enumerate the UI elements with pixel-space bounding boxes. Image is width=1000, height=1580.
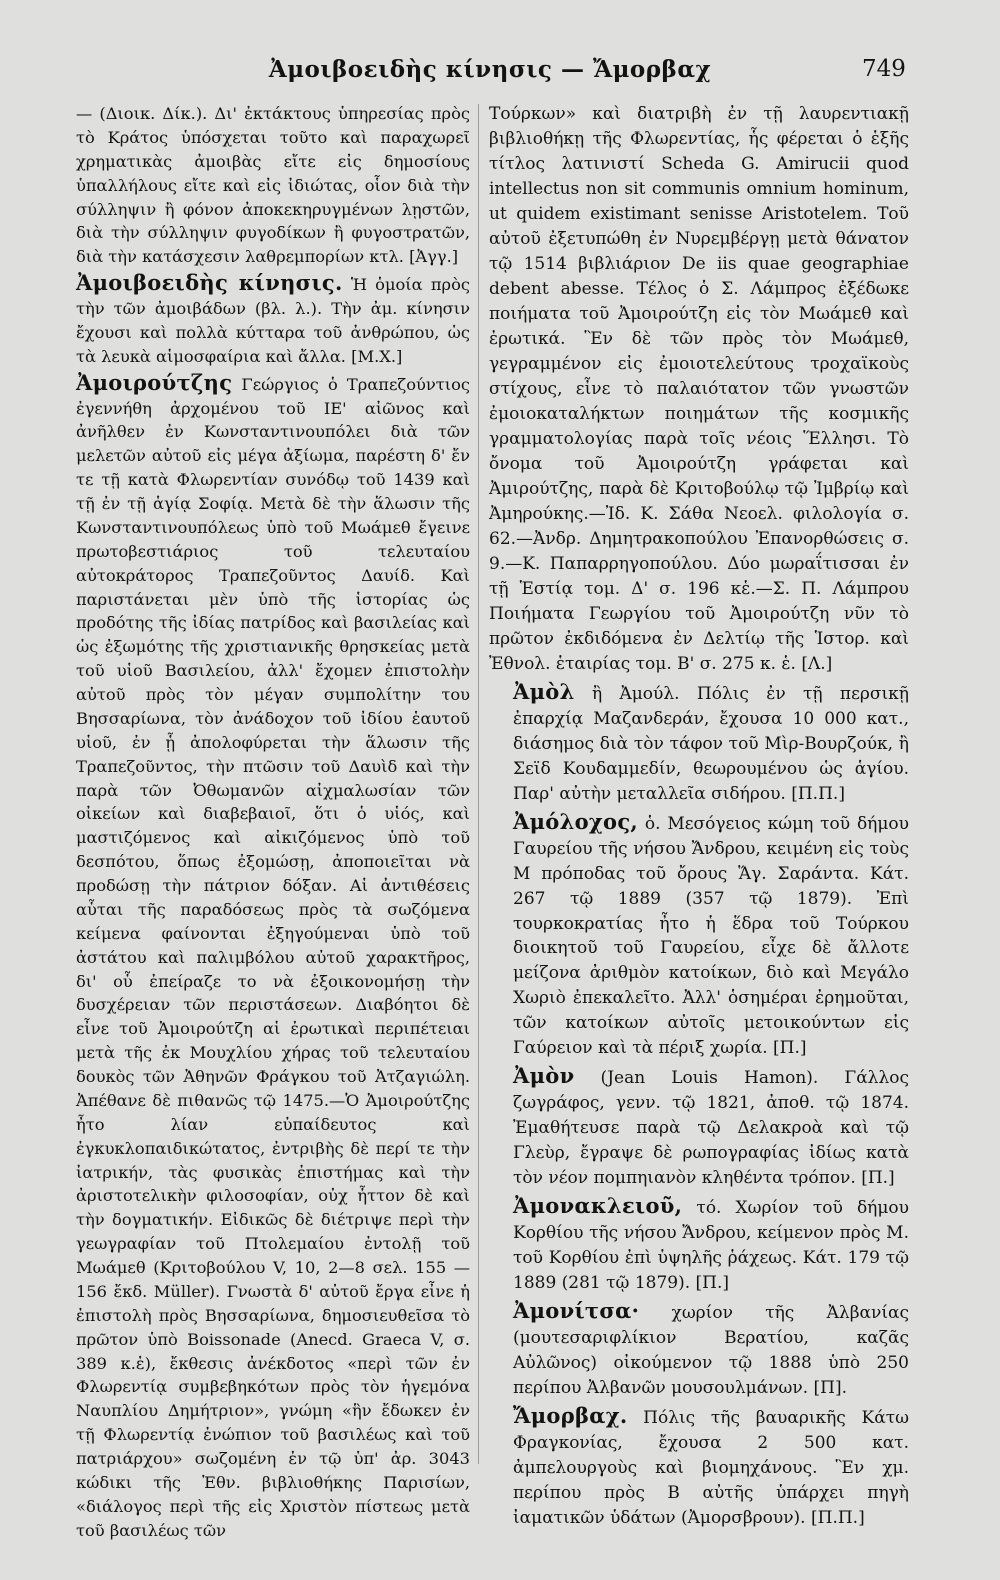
entry-amon [489, 1063, 909, 1191]
entry-headword: Ἀμονακλειοῦ, [513, 1193, 683, 1219]
entry-amol [489, 679, 909, 807]
entry-headword: Ἄμορβαχ. [513, 1403, 628, 1429]
entry-text: Ἡ ὁμοία πρὸς τὴν τῶν ἀμοιβάδων (βλ. λ.). Τὴν ἀμ. κίνησιν ἔχουσι καὶ πολλὰ κύτταρα τοῦ ἀνθρώπου, ὡς τὰ λευκὰ αἱμοσφαίρια καὶ ἄλλα. [Μ.Χ.] [76, 275, 470, 366]
entry-headword: Ἀμοιρούτζης [76, 369, 233, 395]
entry-text: χωρίον τῆς Ἀλβανίας (μουτεσαριφλίκιον Βερατίου, καζᾶς Αὐλῶνος) οἰκούμενον τῷ 1888 ὑπὸ 250 περίπου Ἀλβανῶν μουσουλμάνων. [Π]. [513, 1303, 909, 1399]
entry-text: Γεώργιος ὁ Τραπεζούντιος ἐγεννήθη ἀρχομένου τοῦ ΙΕ' αἰῶνος καὶ ἀνῆλθεν ἐν Κωνσταντινουπόλει διὰ τῶν μελετῶν αὐτοῦ εἰς μέγα ἀξίωμα, παρέστη δ' ἔν τε τῇ κατὰ Φλωρεντίαν συνόδῳ τοῦ 1439 καὶ τῇ ἐν τῇ ἁγίᾳ Σοφίᾳ. Μετὰ δὲ τὴν ἅλωσιν τῆς Κωνσταντινουπόλεως ὑπὸ τοῦ Μωάμεθ ἔγεινε πρωτοβεστιάριος τοῦ τελευταίου αὐτοκράτορος Τραπεζοῦντος Δαυίδ. Καὶ παριστάνεται μὲν ὑπὸ τῆς ἱστορίας ὡς προδότης τῆς ἰδίας πατρίδος καὶ βασιλείας καὶ ὡς ἐξωμότης τῆς χριστιανικῆς θρησκείας μετὰ τοῦ υἱοῦ Βασιλείου, ἀλλ' ἔχομεν ἐπιστολὴν αὐτοῦ πρὸς τὸν μέγαν συμπολίτην του Βησσαρίωνα, τὸν ἀνάδοχον τοῦ ἰδίου ἑαυτοῦ υἱοῦ, ἐν ᾗ ἀπολοφύρεται τὴν ἅλωσιν τῆς Τραπεζοῦντος, τὴν πτῶσιν τοῦ Δαυὶδ καὶ τὴν παρὰ τῶν Ὀθωμανῶν αἰχμαλωσίαν τῶν οἰκείων καὶ διαβεβαιοῖ, ὅτι ὁ υἱός, καὶ μαστιζόμενος καὶ αἰκιζόμενος ὑπὸ τοῦ δεσπότου, ὅπως ἐξομώσῃ, ἀποποιεῖται νὰ προδώσῃ τὴν πάτριον δόξαν. Αἱ ἀντιθέσεις αὗται τῆς παραδόσεως πρὸς τὰ σωζόμενα κείμενα φαίνονται ἐξηγούμεναι ὑπὸ τοῦ ἀστάτου καὶ παλιμβόλου αὐτοῦ χαρακτῆρος, δι' οὗ ἐπείραζε το νὰ ἐξοικονομήσῃ τὴν δυσχέρειαν τῶν περιστάσεων. Διαβόητοι δὲ εἶνε τοῦ Ἀμοιρούτζη αἱ ἐρωτικαὶ περιπέτειαι μετὰ τῆς ἐκ Μουχλίου χήρας τοῦ τελευταίου δουκὸς τῶν Ἀθηνῶν Φράγκου τοῦ Ἀτζαγιώλη. Ἀπέθανε δὲ πιθανῶς τῷ 1475.—Ὁ Ἀμοιρούτζης ἦτο λίαν εὐπαίδευτος καὶ ἐγκυκλοπαιδικώτατος, ἐντριβὴς δὲ περί τε τὴν ἰατρικήν, τὰς φυσικὰς ἐπιστήμας καὶ τὴν ἀριστοτελικὴν φιλοσοφίαν, οὐχ ἧττον δὲ καὶ τὴν δογματικήν. Εἰδικῶς δὲ διέτριψε περὶ τὴν γεωγραφίαν τοῦ Πτολεμαίου ἐντολῇ τοῦ Μωάμεθ (Κριτοβούλου V, 10, 2—8 σελ. 155 — 156 ἔκδ. Müller). Γνωστὰ δ' αὐτοῦ ἔργα εἶνε ἡ ἐπιστολὴ πρὸς Βησσαρίωνα, δημοσιευθεῖσα τὸ πρῶτον ὑπὸ Boissonade (Anecd. Graeca V, σ. 389 κ.ἑ), ἔκθεσις ἀνέκδοτος «περὶ τῶν ἐν Φλωρεντίᾳ συμβεβηκότων πρὸς τὸν ἡγεμόνα Ναυπλίου Δημήτριον», γνώμη «ἣν ἔδωκεν ἐν τῇ Φλωρεντίᾳ ἐνώπιον τοῦ βασιλέως καὶ τοῦ πατριάρχου» σωζομένη ἐν τῷ ὑπ' ἀρ. 3043 κώδικι τῆς Ἐθν. βιβλιοθήκης Παρισίων, «διάλογος περὶ τῆς εἰς Χριστὸν πίστεως μετὰ τοῦ βασιλέως τῶν [76, 374, 470, 1540]
entry-text: (Jean Louis Hamon). Γάλλος ζωγράφος, γενν. τῷ 1821, ἀποθ. τῷ 1874. Ἐμαθήτευσε παρὰ τῷ Δελακροὰ καὶ τῷ Γλεὺρ, ἔγραψε δὲ ρωπογραφίας ἰδίως κατὰ τὸν νέον πομπηιανὸν κληθέντα τρόπον. [Π.] [513, 1068, 909, 1189]
entry-headword: Ἀμὸν [513, 1063, 575, 1089]
page-header [0, 52, 1000, 92]
entry-amonakleiou [489, 1193, 909, 1296]
entry-headword: Ἀμονίτσα· [513, 1298, 640, 1324]
right-column [489, 100, 909, 1531]
entry-text: Τούρκων» καὶ διατριβὴ ἐν τῇ λαυρεντιακῇ βιβλιοθήκῃ τῆς Φλωρεντίας, ἧς φέρεται ὁ ἑξῆς τίτλος λατινιστί Scheda G. Amirucii quod intellectus non sit communis omnium hominum, ut quidem existimant senisse Aristotelem. Τοῦ αὐτοῦ ἐξετυπώθη ἐν Νυρεμβέργῃ μετὰ θάνατον τῷ 1514 βιβλιάριον De iis quae geographiae debent abesse. Τέλος ὁ Σ. Λάμπρος ἐξέδωκε ποιήματα τοῦ Ἀμοιρούτζη εἰς τὸν Μωάμεθ καὶ ἐρωτικά. Ἓν δὲ τῶν πρὸς τὸν Μωάμεθ, γεγραμμένον εἰς ἐμοιοτελεύτους τροχαϊκοὺς στίχους, εἶνε τὸ παλαιότατον τῶν γνωστῶν ἐμοιοκαταλήκτων ποιημάτων τῆς κοσμικῆς γραμματολογίας παρὰ τοῖς νέοις Ἕλλησι. Τὸ ὄνομα τοῦ Ἀμοιρούτζη γράφεται καὶ Ἀμιρούτζης, παρὰ δὲ Κριτοβούλῳ τῷ Ἰμβρίῳ καὶ Ἀμηρούκης.—Ἰδ. Κ. Σάθα Νεοελ. φιλολογία σ. 62.—Ἀνδρ. Δημητρακοπούλου Ἐπανορθώσεις σ. 9.—Κ. Παπαρρηγοπούλου. Δύο μωραΐτισσαι ἐν τῇ Ἑστίᾳ τομ. Δ' σ. 196 κἑ.—Σ. Π. Λάμπρου Ποιήματα Γεωργίου τοῦ Ἀμοιρούτζη νῦν τὸ πρῶτον ἐκδιδόμενα ἐν Δελτίῳ τῆς Ἱστορ. καὶ Ἐθνολ. ἑταιρίας τομ. Β' σ. 275 κ. ἑ. [Λ.] [489, 104, 909, 674]
column-divider [478, 104, 479, 1464]
running-title: Ἀμοιβοειδὴς κίνησις — Ἄμορβαχ [268, 56, 712, 83]
entry-headword: Ἀμοιβοειδὴς κίνησις. [76, 270, 343, 296]
entry-text: Πόλις τῆς βαυαρικῆς Κάτω Φραγκονίας, ἔχουσα 2 500 κατ. ἀμπελουργοὺς καὶ βιομηχάνους. Ἓν χμ. περίπου πρὸς Β αὐτῆς ὑπάρχει πηγὴ ἰαματικῶν ὑδάτων (Ἀμορσβρουν). [Π.Π.] [513, 1408, 909, 1529]
entry-amonitsa [489, 1298, 909, 1401]
left-column [52, 100, 470, 1543]
entry-amorbach [489, 1403, 909, 1531]
entry-text: τό. Χωρίον τοῦ δήμου Κορθίου τῆς νήσου Ἄνδρου, κείμενον πρὸς Μ. τοῦ Κορθίου ἐπὶ ὑψηλῆς ῥάχεως. Κάτ. 179 τῷ 1889 (281 τῷ 1879). [Π.] [513, 1198, 909, 1294]
entry-amolochos [489, 809, 909, 1062]
entry-amoirouztis [52, 371, 470, 1543]
entry-text: ἢ Ἀμούλ. Πόλις ἐν τῇ περσικῇ ἐπαρχίᾳ Μαζανδεράν, ἔχουσα 10 000 κατ., διάσημος διὰ τὸν τάφον τοῦ Μὶρ-Βουρζούκ, ἢ Σεϊδ Κουδαμμεδίν, θεωρουμένου ὡς ἁγίου. Παρ' αὐτὴν μεταλλεῖα σιδήρου. [Π.Π.] [513, 683, 909, 804]
entry-text: — (Διοικ. Δίκ.). Δι' ἐκτάκτους ὑπηρεσίας πρὸς τὸ Κράτος ὑπόσχεται τοῦτο καὶ παραχωρεῖ χρηματικὰς ἀμοιβὰς εἴτε εἰς δημοσίους ὑπαλλήλους εἴτε καὶ εἰς ἰδιώτας, οἷον διὰ τὴν σύλληψιν ἢ φόνον ἀποκεκηρυγμένων λῃστῶν, διὰ τὴν σύλληψιν φυγοδίκων ἢ φυγοστρατῶν, διὰ τὴν κατάσχεσιν λαθρεμπορίων κτλ. [Ἀγγ.] [76, 104, 470, 267]
page-number: 749 [862, 56, 906, 82]
entry-amoirouztis-continued [489, 102, 909, 677]
entry-amoivoeidis-kinisis [52, 271, 470, 369]
entry-headword: Ἀμόλοχος, [513, 808, 639, 834]
entry-headword: Ἀμὸλ [513, 678, 575, 704]
entry-text: ὁ. Μεσόγειος κώμη τοῦ δήμου Γαυρείου τῆς νήσου Ἄνδρου, κειμένη εἰς τοὺς Μ πρόποδας τοῦ ὄρους Ἅγ. Σαράντα. Κάτ. 267 τῷ 1889 (357 τῷ 1879). Ἐπὶ τουρκοκρατίας ἦτο ἡ ἕδρα τοῦ Τούρκου διοικητοῦ τοῦ Γαυρείου, εἶχε δὲ ἄλλοτε μείζονα ἀριθμὸν κατοίκων, διὸ καὶ Μεγάλο Χωριὸ ἐπεκαλεῖτο. Ἀλλ' ὁσημέραι ἐρημοῦται, τῶν κατοίκων αὐτοῖς μετοικούντων εἰς Γαύρειον καὶ τὰ πέριξ χωρία. [Π.] [513, 813, 909, 1059]
entry-dioik-dik [52, 102, 470, 269]
